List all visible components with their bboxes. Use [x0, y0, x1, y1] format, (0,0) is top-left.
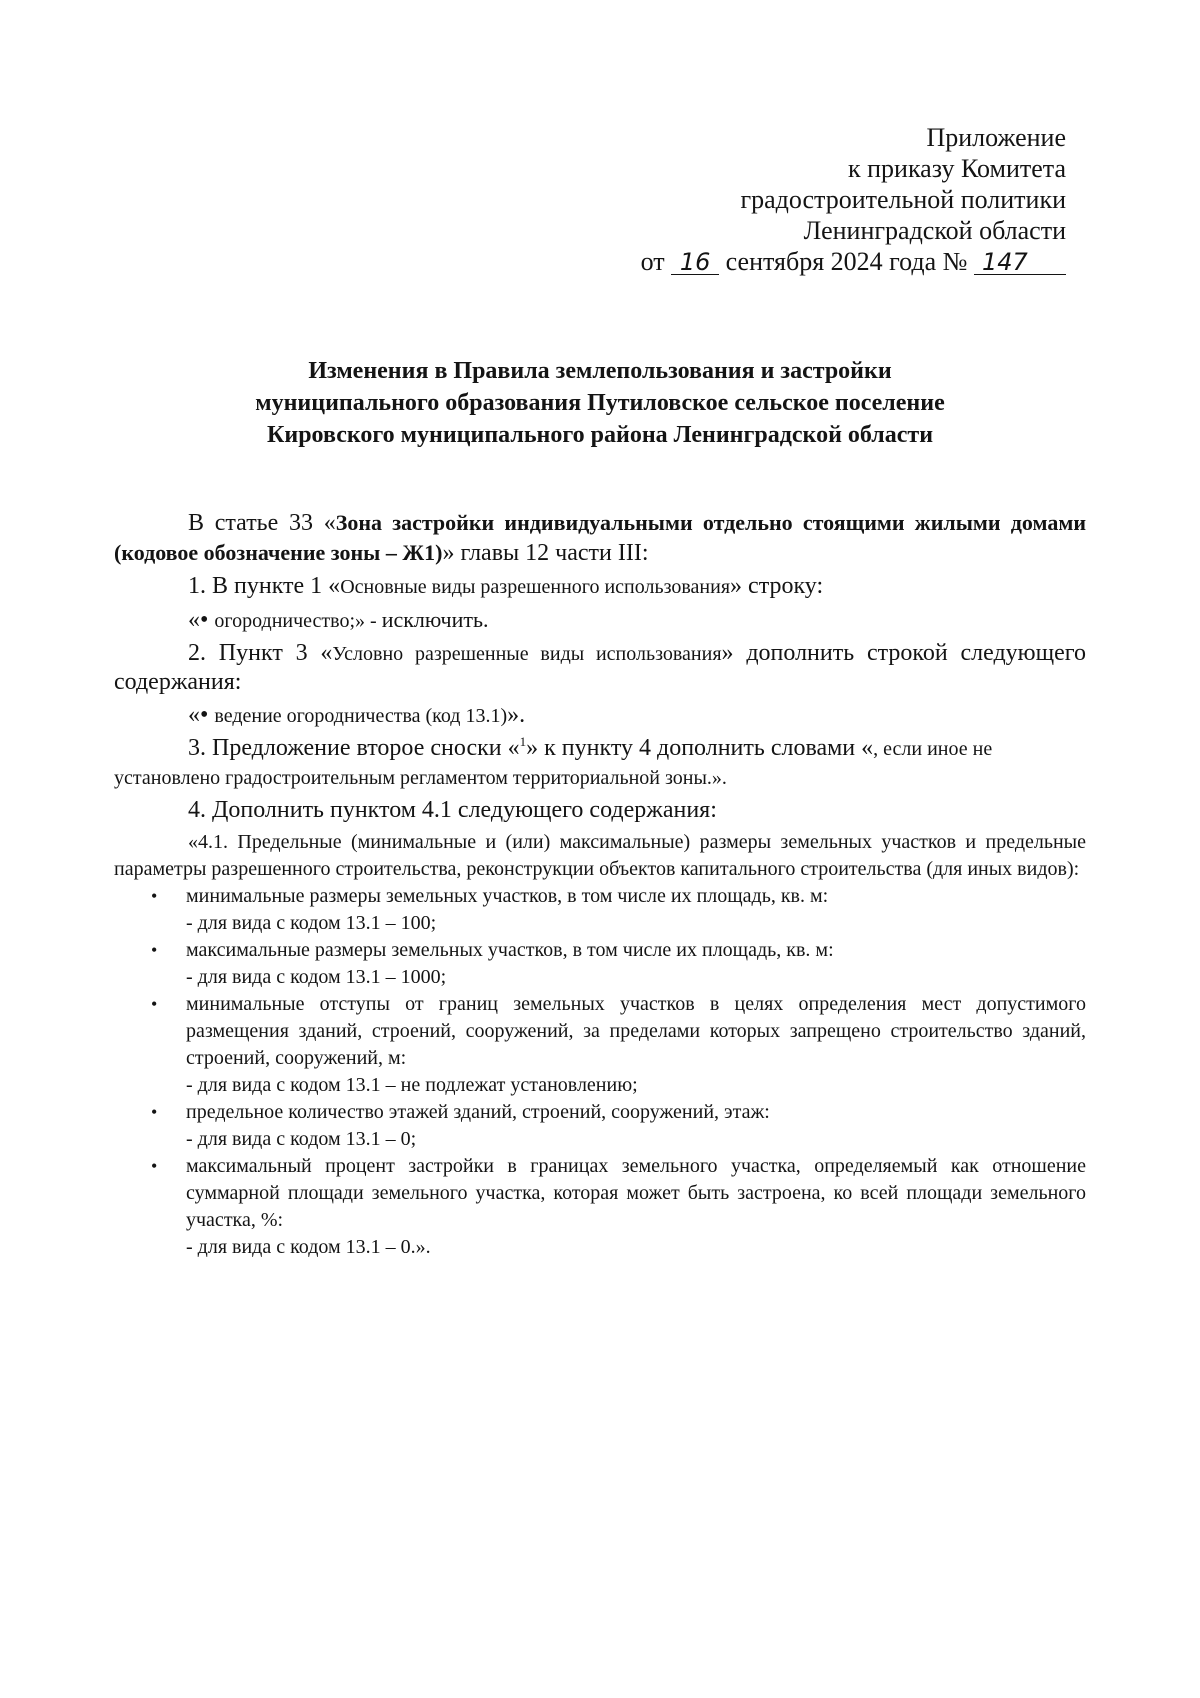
bullet-icon: •: [151, 994, 158, 1014]
parameter-list: [114, 883, 1086, 1261]
item-2-line-quote: «•: [188, 702, 215, 728]
annex-line-1: Приложение: [926, 123, 1066, 152]
item-2: [114, 639, 1086, 697]
date-rest: сентября 2024 года №: [725, 247, 968, 276]
bullet-icon: •: [151, 1156, 158, 1176]
date-prefix: от: [640, 247, 665, 276]
item-1-line-action: исключить.: [381, 607, 489, 632]
item-1: [114, 572, 1086, 601]
item-4-1: «4.1. Предельные (минимальные и (или) максимальные) размеры земельных участков и предельные параметры разрешенного строительства, реконструкции объектов капитального строительства (для иных видов):: [114, 831, 1086, 880]
item-1-removed-line: [114, 605, 1086, 635]
bullet-icon: •: [151, 886, 158, 906]
list-item-value: - для вида с кодом 13.1 – не подлежат установлению;: [186, 1074, 638, 1096]
document-title: [118, 355, 1082, 451]
item-1-line-text: огородничество;» -: [214, 610, 382, 632]
list-item: [114, 991, 1086, 1099]
annex-line-4: Ленинградской области: [803, 216, 1066, 245]
list-item-text: минимальные отступы от границ земельных участков в целях определения мест допустимого размещения зданий, строений, сооружений, за пределами которых запрещено строительство зданий, строений, сооружений, м:: [186, 993, 1086, 1069]
list-item-value: - для вида с кодом 13.1 – 100;: [186, 912, 437, 934]
annex-date-line: [641, 246, 1066, 277]
bullet-icon: •: [151, 1102, 158, 1122]
list-item-value: - для вида с кодом 13.1 – 0.».: [186, 1236, 431, 1258]
item-2-quoted: Условно разрешенные виды использования: [332, 643, 722, 665]
handwritten-order-number: 147: [974, 250, 1066, 275]
zone-name: Зона застройки индивидуальными отдельно стоящими жилыми домами (кодовое обозначение зоны – Ж1): [114, 510, 1086, 565]
list-item-text: максимальный процент застройки в границах земельного участка, определяемый как отношение суммарной площади земельного участка, которая может быть застроена, ко всей площади земельного участка, %:: [186, 1155, 1086, 1231]
intro-text-b: » главы 12 части III:: [442, 540, 649, 566]
bullet-icon: •: [151, 940, 158, 960]
document-body: [114, 508, 1086, 1261]
annex-line-3: градостроительной политики: [740, 185, 1066, 214]
item-3-added-words: , если иное не установлено градостроительным регламентом территориальной зоны.».: [114, 738, 993, 789]
list-item-value: - для вида с кодом 13.1 – 0;: [186, 1128, 417, 1150]
title-line-2: муниципального образования Путиловское сельское поселение: [255, 390, 945, 416]
item-3-text-b: » к пункту 4 дополнить словами «: [526, 735, 874, 761]
annex-line-2: к приказу Комитета: [847, 154, 1066, 183]
item-2-text-a: 2. Пункт 3 «: [188, 640, 333, 666]
item-1-text-a: 1. В пункте 1 «: [188, 573, 341, 599]
intro-paragraph: [114, 508, 1086, 568]
item-1-text-b: » строку:: [730, 573, 824, 599]
list-item: [114, 883, 1086, 937]
list-item: [114, 937, 1086, 991]
title-line-3: Кировского муниципального района Ленинградской области: [266, 422, 934, 448]
list-item-text: максимальные размеры земельных участков, в том числе их площадь, кв. м:: [186, 939, 834, 961]
item-1-quoted: Основные виды разрешенного использования: [340, 576, 731, 598]
item-2-added-line: [114, 701, 1086, 730]
item-3: [114, 734, 1086, 792]
item-2-line-end: ».: [507, 702, 526, 728]
list-item-text: минимальные размеры земельных участков, в том числе их площадь, кв. м:: [186, 885, 829, 907]
list-item: [114, 1099, 1086, 1153]
item-1-line-quote: «•: [188, 607, 215, 633]
item-2-text-b: » дополнить строкой следующего содержания:: [114, 640, 1086, 695]
item-2-line-text: ведение огородничества (код 13.1): [214, 705, 508, 727]
intro-text-a: В статье 33 «: [188, 510, 336, 536]
list-item: [114, 1153, 1086, 1261]
item-3-text-a: 3. Предложение второе сноски «: [188, 735, 520, 761]
list-item-value: - для вида с кодом 13.1 – 1000;: [186, 966, 447, 988]
footnote-mark: 1: [519, 734, 527, 749]
item-4: 4. Дополнить пунктом 4.1 следующего содержания:: [188, 797, 717, 823]
title-line-1: Изменения в Правила землепользования и застройки: [308, 358, 892, 384]
annex-header: [641, 122, 1066, 277]
list-item-text: предельное количество этажей зданий, строений, сооружений, этаж:: [186, 1101, 770, 1123]
handwritten-day: 16: [671, 250, 719, 275]
